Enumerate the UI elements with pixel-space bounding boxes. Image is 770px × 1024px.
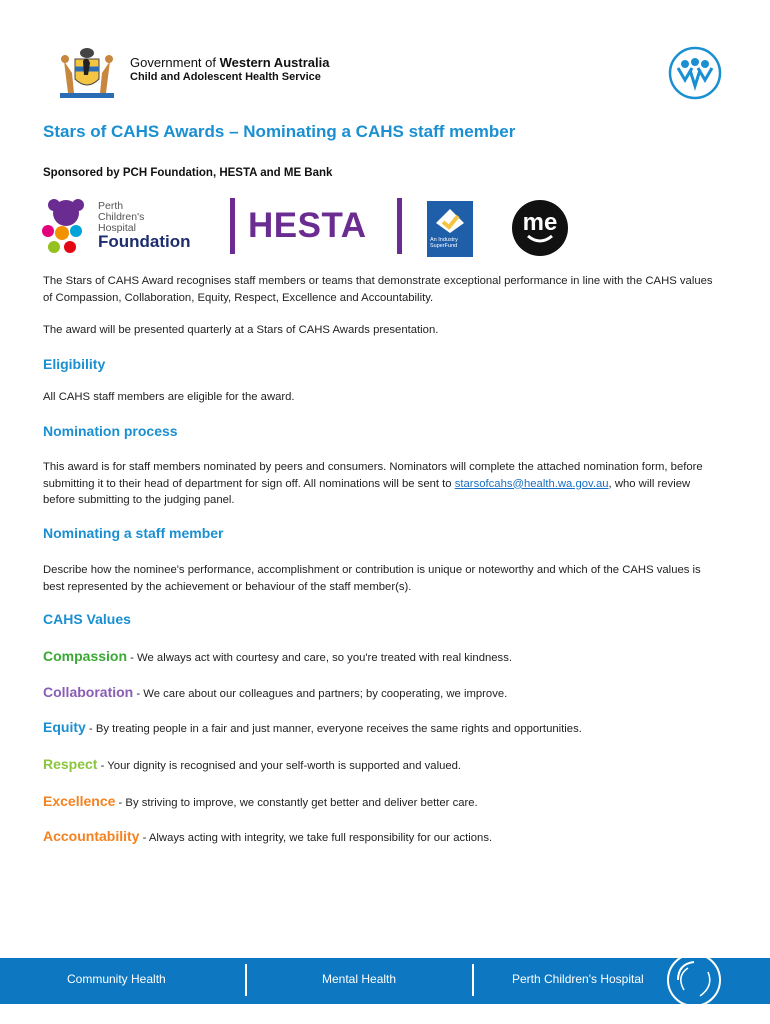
government-name: Government of Western Australia <box>130 55 330 70</box>
intro-paragraph: The Stars of CAHS Award recognises staff members or teams that demonstrate exceptional performance in line with the CAHS values of Compassion, Collaboration, Equity, Respect, Excellence and Accountability. <box>43 275 713 304</box>
service-name: Child and Adolescent Health Service <box>130 71 321 83</box>
me-bank-logo <box>510 198 570 258</box>
cahs-values-heading: CAHS Values <box>43 611 131 627</box>
presentation-paragraph: The award will be presented quarterly at a Stars of CAHS Awards presentation. <box>43 324 439 336</box>
sponsor-logos <box>40 195 600 261</box>
footer-mental-health: Mental Health <box>322 972 397 986</box>
nomination-email-link[interactable]: starsofcahs@health.wa.gov.au <box>454 477 609 490</box>
eligibility-text: All CAHS staff members are eligible for the award. <box>43 391 295 403</box>
nomination-process-heading: Nomination process <box>43 423 178 439</box>
superfund-tick-icon <box>434 207 466 235</box>
value-accountability: Accountability - Always acting with integrity, we take full responsibility for our actions. <box>43 828 493 844</box>
value-equity: Equity - By treating people in a fair and just manner, everyone receives the same rights and opportunities. <box>43 719 582 735</box>
sponsor-line: Sponsored by PCH Foundation, HESTA and ME Bank <box>43 167 333 179</box>
pch-foundation-word: Foundation <box>98 232 191 251</box>
eligibility-heading: Eligibility <box>43 356 106 372</box>
me-bank-wordmark: me <box>522 209 558 236</box>
nomination-process-text: This award is for staff members nominated by peers and consumers. Nominators will complete the attached nomination form, before submitting it to their head of department for sign off. All nominations will be sent to starsofcahs@health.wa.gov.au, who will review before submitting to the judging panel. <box>43 461 703 506</box>
wa-coat-of-arms-logo <box>50 43 124 99</box>
footer-perth-childrens-hospital: Perth Children's Hospital <box>512 972 644 986</box>
value-respect: Respect - Your dignity is recognised and your self-worth is supported and valued. <box>43 756 462 772</box>
pch-foundation-teddy-logo <box>40 197 96 257</box>
pch-foundation-name: Perth Children's Hospital <box>98 200 145 234</box>
value-excellence: Excellence - By striving to improve, we constantly get better and deliver better care. <box>43 793 478 809</box>
footer-swirl-logo <box>664 950 724 1010</box>
hesta-logo <box>230 198 402 254</box>
footer-divider <box>245 964 247 996</box>
page-title: Stars of CAHS Awards – Nominating a CAHS staff member <box>43 122 516 141</box>
cahs-logo <box>668 46 722 100</box>
page-footer <box>0 958 770 1004</box>
value-collaboration: Collaboration - We care about our colleagues and partners; by cooperating, we improve. <box>43 684 508 700</box>
page-header <box>0 0 770 110</box>
value-compassion: Compassion - We always act with courtesy and care, so you're treated with real kindness. <box>43 648 512 664</box>
industry-superfund-logo: An Industry SuperFund <box>427 201 473 257</box>
nominating-text: Describe how the nominee's performance, accomplishment or contribution is unique or noteworthy and which of the CAHS values is best represented by the achievement or behaviour of the staff member(s). <box>43 564 701 593</box>
hesta-wordmark: HESTA <box>248 206 367 245</box>
hesta-bar-left <box>230 198 235 254</box>
footer-divider <box>472 964 474 996</box>
hesta-bar-right <box>397 198 402 254</box>
nominating-heading: Nominating a staff member <box>43 525 224 541</box>
footer-community-health: Community Health <box>67 972 166 986</box>
